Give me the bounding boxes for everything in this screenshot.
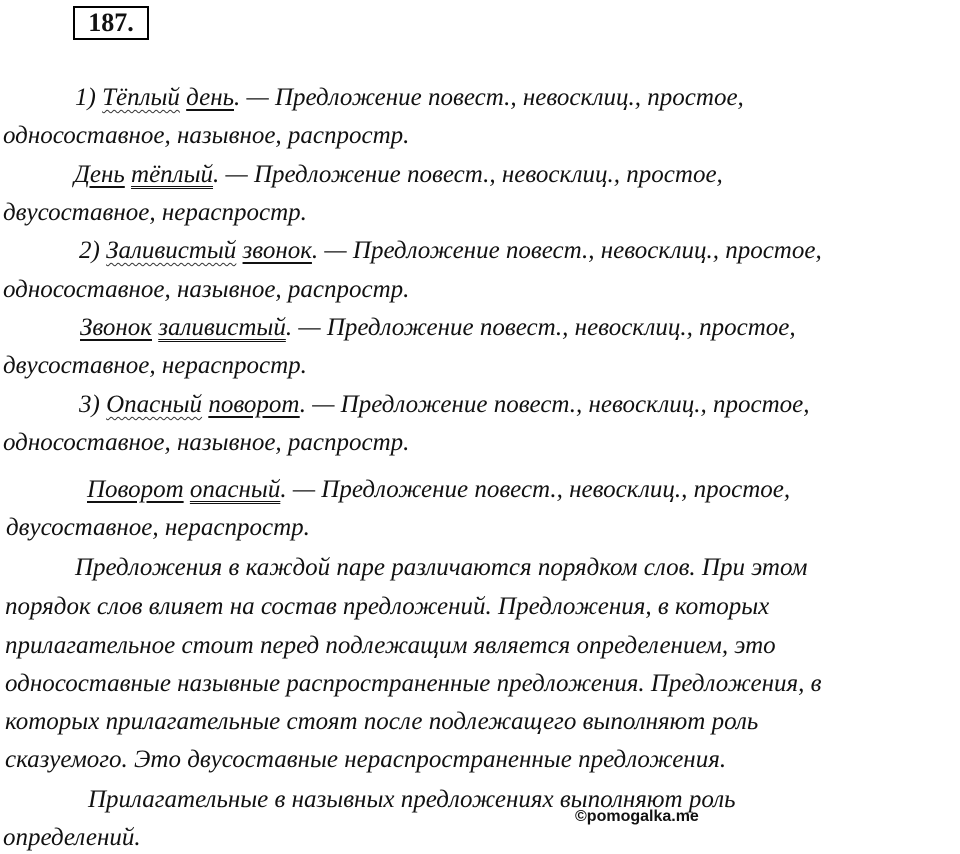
watermark: ©pomogalka.me: [575, 808, 699, 825]
conclusion-line-1: Предложения в каждой паре различаются порядком слов. При этом: [75, 554, 808, 581]
word-subject: Звонок: [80, 314, 152, 341]
word-subject: Поворот: [87, 476, 184, 503]
sentence-analysis: . — Предложение повест., невосклиц., простое,: [213, 161, 723, 188]
word-attribute: Тёплый: [102, 84, 180, 111]
sentence-analysis: . — Предложение повест., невосклиц., простое,: [311, 237, 822, 264]
sentence-3b: [87, 475, 790, 505]
word-subject: звонок: [242, 237, 312, 264]
exercise-number: 187.: [73, 6, 149, 40]
sentence-2a: [79, 236, 822, 266]
conclusion-line-4: односоставные назывные распространенные предложения. Предложения, в: [5, 670, 822, 697]
item-number: 2): [79, 237, 100, 264]
sentence-3a: [79, 390, 810, 420]
sentence-1b: [74, 160, 723, 190]
word-attribute: Опасный: [106, 391, 203, 418]
sentence-analysis: . — Предложение повест., невосклиц., простое,: [299, 391, 810, 418]
conclusion-line-2: порядок слов влияет на состав предложений. Предложения, в которых: [5, 593, 770, 620]
item-number: 3): [79, 391, 100, 418]
word-subject: День: [74, 161, 125, 188]
final-line-2: определений.: [3, 824, 141, 851]
word-attribute: Заливистый: [106, 237, 237, 264]
sentence-1a: [75, 83, 744, 113]
conclusion-line-5: которых прилагательные стоят после подлежащего выполняют роль: [5, 708, 759, 735]
sentence-1b-cont: двусоставное, нераспростр.: [3, 199, 307, 226]
word-subject: день: [186, 84, 234, 111]
sentence-analysis: . — Предложение повест., невосклиц., простое,: [280, 476, 791, 503]
conclusion-line-6: сказуемого. Это двусоставные нераспространенные предложения.: [5, 746, 727, 773]
word-subject: поворот: [208, 391, 300, 418]
sentence-3b-cont: двусоставное, нераспростр.: [6, 514, 310, 541]
sentence-analysis: . — Предложение повест., невосклиц., простое,: [285, 314, 796, 341]
sentence-2b-cont: двусоставное, нераспростр.: [3, 352, 307, 379]
sentence-analysis: . — Предложение повест., невосклиц., простое,: [234, 84, 744, 111]
word-predicate: тёплый: [131, 161, 214, 188]
sentence-2a-cont: односоставное, назывное, распростр.: [3, 276, 410, 303]
sentence-1a-cont: односоставное, назывное, распростр.: [3, 122, 410, 149]
sentence-2b: [80, 313, 796, 343]
conclusion-line-3: прилагательное стоит перед подлежащим является определением, это: [5, 632, 776, 659]
sentence-3a-cont: односоставное, назывное, распростр.: [3, 429, 410, 456]
item-number: 1): [75, 84, 96, 111]
word-predicate: заливистый: [158, 314, 286, 341]
word-predicate: опасный: [189, 476, 281, 503]
final-line-1: Прилагательные в назывных предложениях выполняют роль: [88, 786, 736, 813]
